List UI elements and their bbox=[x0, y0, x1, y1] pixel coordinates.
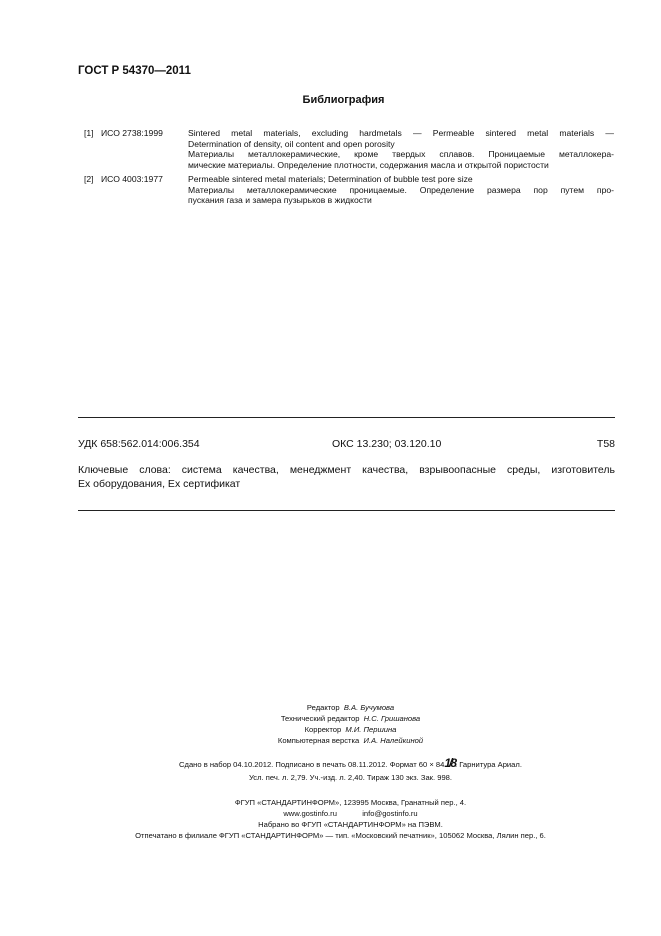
reference-number: [2] bbox=[84, 174, 94, 184]
reference-line: мические материалы. Определение плотности, содержания масла и открытой пористости bbox=[188, 159, 549, 170]
keywords-line: Ex оборудования, Ex сертификат bbox=[78, 478, 241, 490]
keywords-block bbox=[78, 463, 615, 491]
tech-editor-name: Н.С. Гришанова bbox=[363, 714, 421, 723]
print-stats-line: Усл. печ. л. 2,79. Уч.-изд. л. 2,40. Тираж 130 экз. Зак. 998. bbox=[248, 773, 453, 782]
format-fraction: 1/8 bbox=[444, 756, 456, 770]
reference-number: [1] bbox=[84, 128, 94, 138]
category-code: Т58 bbox=[596, 438, 615, 450]
publisher-line: ФГУП «СТАНДАРТИНФОРМ», 123995 Москва, Гранатный пер., 4. bbox=[234, 798, 467, 807]
website-text: www.gostinfo.ru bbox=[283, 809, 337, 818]
layout-name: И.А. Налейкиной bbox=[363, 736, 424, 745]
tech-editor-label: Технический редактор bbox=[280, 714, 360, 723]
layout-line bbox=[0, 735, 661, 746]
corrector-label: Корректор bbox=[304, 725, 342, 734]
contacts-line bbox=[0, 808, 661, 819]
divider bbox=[78, 417, 615, 418]
corrector-line bbox=[0, 724, 661, 735]
reference-line: Материалы металлокерамические проницаемые. Определение размера пор путем про- bbox=[188, 184, 614, 195]
udc-code: УДК 658:562.014:006.354 bbox=[78, 438, 200, 450]
email-text: info@gostinfo.ru bbox=[362, 809, 418, 818]
typeface-info: . Гарнитура Ариал. bbox=[455, 760, 522, 769]
corrector-name: М.И. Першина bbox=[345, 725, 397, 734]
divider bbox=[78, 510, 615, 511]
layout-label: Компьютерная верстка bbox=[277, 736, 360, 745]
document-code: ГОСТ Р 54370—2011 bbox=[78, 65, 191, 77]
reference-line: пускания газа и замера пузырьков в жидкости bbox=[188, 195, 372, 206]
reference-line: Sintered metal materials, excluding hardmetals — Permeable sintered metal materials — bbox=[188, 128, 614, 138]
editor-line bbox=[0, 702, 661, 713]
editor-name: В.А. Бучумова bbox=[343, 703, 395, 712]
typed-line: Набрано во ФГУП «СТАНДАРТИНФОРМ» на ПЭВМ. bbox=[258, 820, 443, 829]
printed-line: Отпечатано в филиале ФГУП «СТАНДАРТИНФОРМ» — тип. «Московский печатник», 105062 Москва, Лялин пер., 6. bbox=[135, 831, 546, 840]
reference-standard-code: ИСО 2738:1999 bbox=[101, 128, 163, 138]
reference-line: Permeable sintered metal materials; Determination of bubble test pore size bbox=[188, 174, 473, 184]
reference-text bbox=[188, 128, 614, 170]
editor-label: Редактор bbox=[306, 703, 340, 712]
typeset-line bbox=[0, 758, 661, 770]
oks-code: ОКС 13.230; 03.120.10 bbox=[332, 438, 442, 450]
reference-text bbox=[188, 174, 614, 206]
typeset-dates: Сдано в набор 04.10.2012. Подписано в печать 08.11.2012. Формат 60 × 84 bbox=[179, 760, 445, 769]
bibliography-title: Библиография bbox=[302, 94, 385, 106]
reference-line: Determination of density, oil content and open porosity bbox=[188, 138, 395, 149]
keywords-line: Ключевые слова: система качества, менеджмент качества, взрывоопасные среды, изготовитель bbox=[78, 464, 615, 476]
reference-line: Материалы металлокерамические, кроме твердых сплавов. Проницаемые металлокера- bbox=[188, 149, 614, 160]
reference-standard-code: ИСО 4003:1977 bbox=[101, 174, 163, 184]
tech-editor-line bbox=[0, 713, 661, 724]
